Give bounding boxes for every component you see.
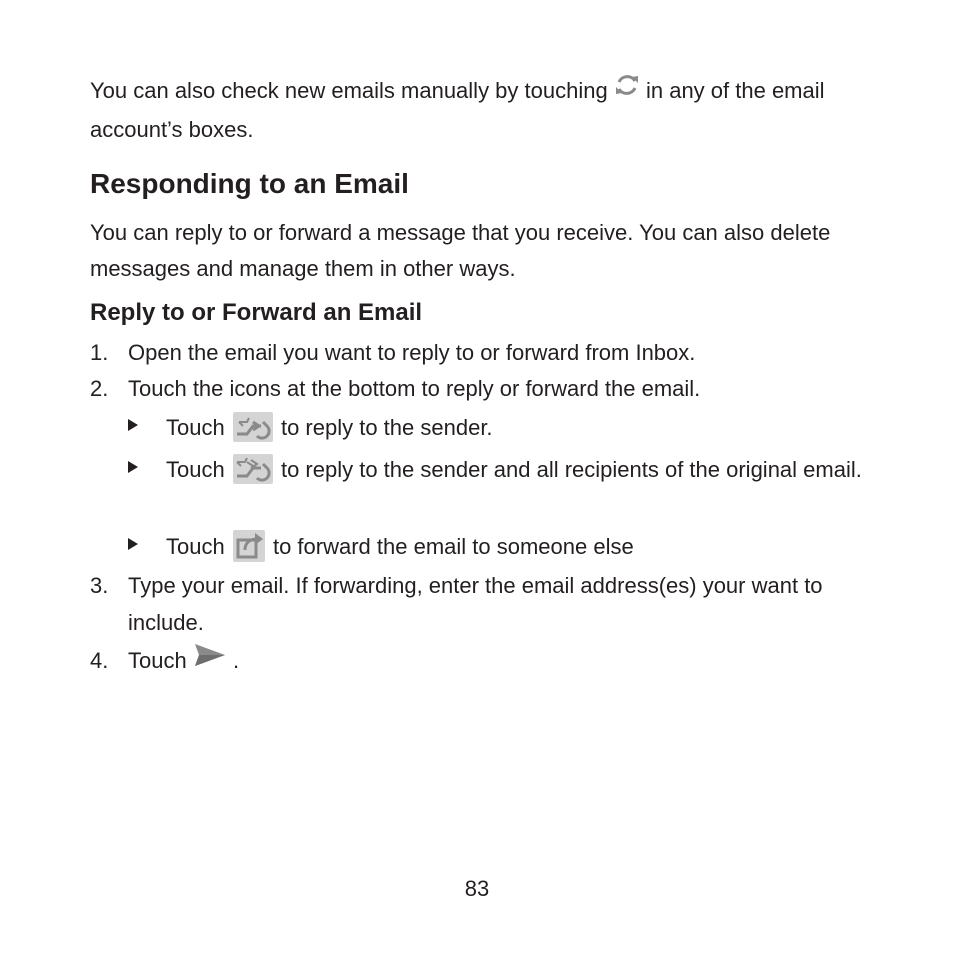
step-text	[128, 642, 878, 682]
forward-icon	[233, 530, 265, 562]
intro-paragraph	[90, 72, 870, 148]
bullet-text-after: to forward the email to someone else	[272, 534, 634, 559]
bullet-triangle-icon	[128, 461, 138, 473]
bullet-text-before: Touch	[166, 534, 225, 559]
subsection-title: Reply to or Forward an Email	[90, 299, 423, 326]
step-number: 2.	[90, 376, 109, 401]
step-text: Touch the icons at the bottom to reply or forward the email.	[128, 376, 701, 401]
refresh-icon	[614, 72, 640, 109]
bullet-text-before: Touch	[166, 415, 225, 440]
intro-text-before: You can also check new emails manually by touching	[90, 78, 608, 103]
section-title: Responding to an Email	[90, 168, 409, 199]
intro-text-after: in any of the email account’s boxes.	[90, 78, 825, 142]
bullet-text	[166, 528, 878, 565]
reply-all-icon	[233, 454, 273, 484]
bullet-text	[166, 409, 878, 446]
bullet-text-before: Touch	[166, 457, 225, 482]
reply-icon	[233, 412, 273, 442]
step-item	[90, 567, 880, 641]
step-text: Open the email you want to reply to or forward from Inbox.	[128, 340, 696, 365]
step-text-before: Touch	[128, 648, 187, 673]
bullet-triangle-icon	[128, 538, 138, 550]
bullet-text	[166, 451, 878, 488]
step-number: 1.	[90, 340, 109, 365]
section-body: You can reply to or forward a message that you receive. You can also delete messages and manage them in other ways.	[90, 220, 831, 281]
page-number: 83	[464, 876, 490, 901]
bullet-text-after: to reply to the sender.	[280, 415, 493, 440]
bullet-triangle-icon	[128, 419, 138, 431]
step-number: 4.	[90, 648, 109, 673]
step-number: 3.	[90, 573, 109, 598]
step-text: Type your email. If forwarding, enter the email address(es) your want to include.	[128, 573, 823, 635]
send-icon	[193, 641, 227, 680]
step-text-after: .	[232, 648, 240, 673]
bullet-text-after: to reply to the sender and all recipients of the original email.	[280, 457, 862, 482]
